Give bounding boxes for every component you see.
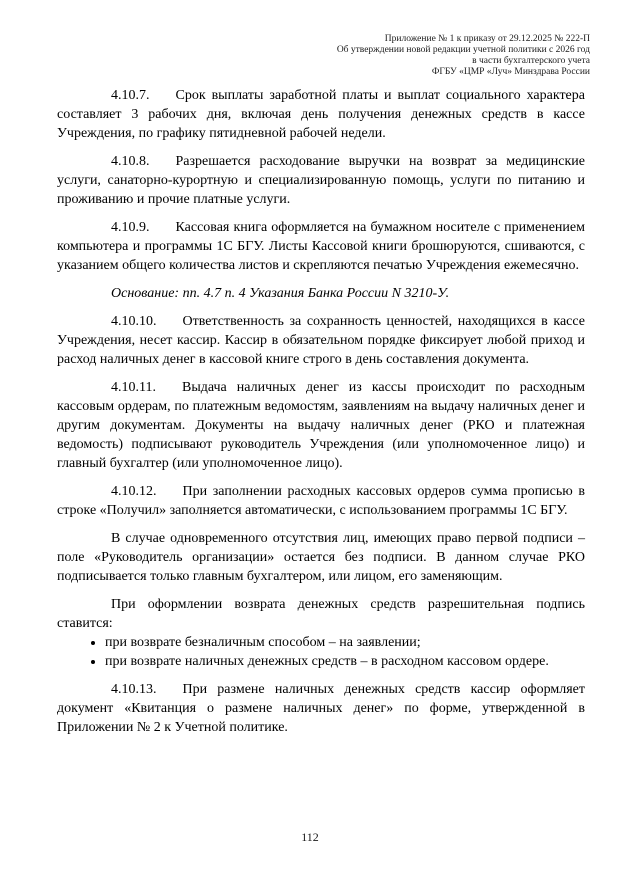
clause-number: 4.10.10. xyxy=(111,314,157,329)
header-line: в части бухгалтерского учета xyxy=(472,56,590,66)
document-header xyxy=(170,34,590,78)
clause-text: Основание: пп. 4.7 п. 4 Указания Банка России N 3210-У. xyxy=(111,286,450,301)
paragraph-4-10-7 xyxy=(57,86,585,143)
header-line: Приложение № 1 к приказу от 29.12.2025 № 222-П xyxy=(384,34,590,44)
document-body xyxy=(57,86,585,746)
bullet-item: • при возврате наличных денежных средств – в расходном кассовом ордере. xyxy=(105,652,585,671)
paragraph-osnovanie xyxy=(57,284,585,303)
paragraph-absence-of-signers xyxy=(57,529,585,586)
paragraph-refund-intro xyxy=(57,595,585,633)
paragraph-4-10-8 xyxy=(57,152,585,209)
clause-text: Ответственность за сохранность ценностей, находящихся в кассе Учреждения, несет кассир. Кассир в обязательном порядке фиксирует любой приход и расход наличных денег в кассовой книге строго в день составления документа. xyxy=(57,314,585,367)
clause-text: Кассовая книга оформляется на бумажном носителе с применением компьютера и программы 1С БГУ. Листы Кассовой книги брошюруются, сшиваются, с указанием общего количества листов и скрепляются печатью Учреждения ежемесячно. xyxy=(57,220,585,273)
clause-number: 4.10.11. xyxy=(111,380,156,395)
clause-number: 4.10.8. xyxy=(111,154,150,169)
page-number: 112 xyxy=(301,830,319,844)
clause-text: Выдача наличных денег из кассы происходит по расходным кассовым ордерам, по платежным ведомостям, заявлениям на выдачу наличных денег и другим документам. Документы на выдачу наличных денег (РКО и платежная ведомость) подписывают руководитель Учреждения (или уполномоченное лицо) и главный бухгалтер (или уполномоченное лицо). xyxy=(57,380,585,471)
bullet-item: • при возврате безналичным способом – на заявлении; xyxy=(105,633,585,652)
clause-text: В случае одновременного отсутствия лиц, имеющих право первой подписи – поле «Руководитель организации» остается без подписи. В данном случае РКО подписывается только главным бухгалтером, или лицом, его заменяющим. xyxy=(57,531,585,584)
clause-number: 4.10.12. xyxy=(111,484,157,499)
paragraph-4-10-13 xyxy=(57,680,585,737)
clause-text: При размене наличных денежных средств кассир оформляет документ «Квитанция о размене наличных денег» по форме, утвержденной в Приложении № 2 к Учетной политике. xyxy=(57,682,585,735)
header-line: ФГБУ «ЦМР «Луч» Минздрава России xyxy=(431,67,590,77)
refund-bullet-list xyxy=(57,633,585,671)
clause-text: Срок выплаты заработной платы и выплат социального характера составляет 3 рабочих дня, включая день получения денежных средств в кассе Учреждения, по графику пятидневной рабочей недели. xyxy=(57,88,585,141)
clause-number: 4.10.13. xyxy=(111,682,157,697)
clause-text: При оформлении возврата денежных средств разрешительная подпись ставится: xyxy=(57,597,585,631)
clause-text: При заполнении расходных кассовых ордеров сумма прописью в строке «Получил» заполняется автоматически, с использованием программы 1С БГУ. xyxy=(57,484,585,518)
clause-number: 4.10.9. xyxy=(111,220,150,235)
paragraph-4-10-11 xyxy=(57,378,585,473)
paragraph-4-10-9 xyxy=(57,218,585,275)
header-line: Об утверждении новой редакции учетной политики с 2026 год xyxy=(336,45,590,55)
clause-text: Разрешается расходование выручки на возврат за медицинские услуги, санаторно-курортную и специализированную помощь, услуги по питанию и проживанию и прочие платные услуги. xyxy=(57,154,585,207)
paragraph-4-10-10 xyxy=(57,312,585,369)
paragraph-4-10-12 xyxy=(57,482,585,520)
clause-number: 4.10.7. xyxy=(111,88,150,103)
